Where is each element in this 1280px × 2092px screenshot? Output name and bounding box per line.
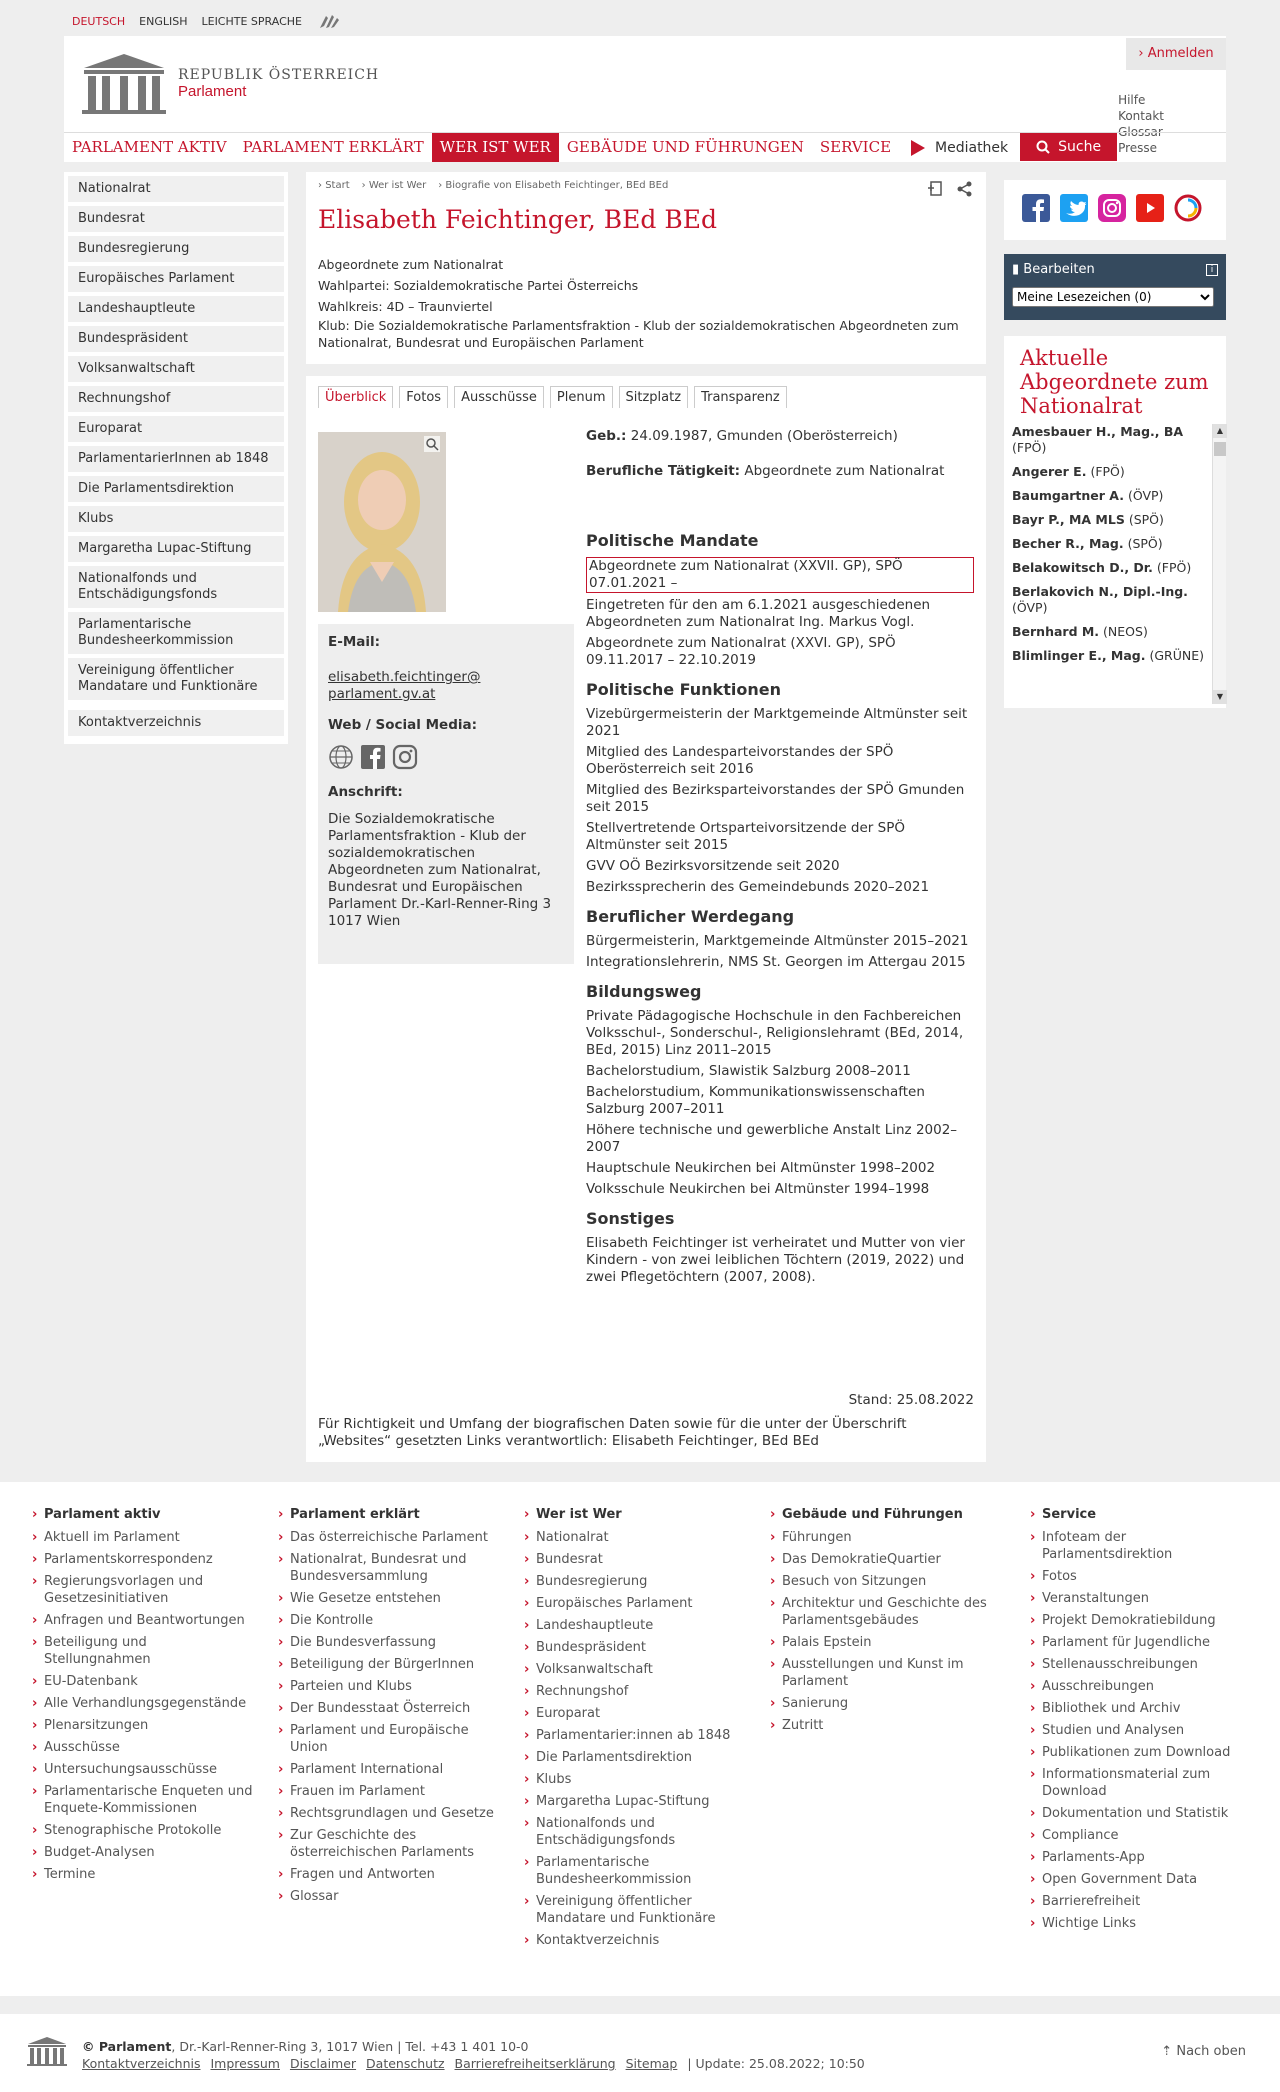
instagram-icon[interactable]: [1098, 194, 1126, 222]
mandate-item: Abgeordnete zum Nationalrat (XXVII. GP), SPÖ 07.01.2021 –: [586, 557, 974, 593]
footer-link[interactable]: › Landeshauptleute: [536, 1617, 746, 1634]
footer-link[interactable]: › Europarat: [536, 1705, 746, 1722]
role-text: Abgeordnete zum Nationalrat: [318, 257, 504, 272]
footer-col-service: [1042, 1506, 1252, 1937]
scroll-up-icon[interactable]: ▲: [1213, 424, 1227, 438]
footer-link[interactable]: › Parlamentskorrespondenz: [44, 1551, 254, 1568]
footer-heading[interactable]: › Parlament aktiv: [44, 1506, 254, 1523]
footer-link[interactable]: › Sanierung: [782, 1695, 992, 1712]
member-party: (GRÜNE): [1149, 648, 1205, 663]
breadcrumb-start[interactable]: › Start: [318, 180, 350, 191]
member-party: (FPÖ): [1090, 464, 1125, 479]
member-item[interactable]: [1012, 488, 1208, 504]
bildung-item: Private Pädagogische Hochschule in den Fachbereichen Volksschul-, Sonderschul-, Religionslehramt (BEd, 2014, BEd, 2015) Linz 2011–2015: [586, 1008, 964, 1058]
back-to-top-button[interactable]: [1161, 2044, 1246, 2059]
help-link[interactable]: Hilfe: [1118, 93, 1146, 107]
footer-link[interactable]: › Wichtige Links: [1042, 1915, 1252, 1932]
footer-link[interactable]: › Europäisches Parlament: [536, 1595, 746, 1612]
play-icon: [911, 140, 925, 156]
website-icon[interactable]: [328, 744, 354, 770]
sidebar-item-rechnungshof[interactable]: Rechnungshof: [68, 386, 284, 412]
footer-link[interactable]: › Frauen im Parlament: [290, 1783, 500, 1800]
member-name: Bernhard M.: [1012, 624, 1100, 639]
footer-link[interactable]: › Nationalrat: [536, 1529, 746, 1546]
funktion-item: Bezirkssprecherin des Gemeindebunds 2020–2021: [586, 879, 930, 895]
footer-link[interactable]: › Architektur und Geschichte des Parlamentsgebäudes: [782, 1595, 992, 1629]
footer-list: [44, 1529, 254, 1883]
contact-link[interactable]: Kontakt: [1118, 109, 1164, 123]
login-button[interactable]: › Anmelden: [1126, 38, 1226, 70]
rss-app-icon[interactable]: [1174, 194, 1202, 222]
footer-link[interactable]: › Parlamentarier:innen ab 1848: [536, 1727, 746, 1744]
footer-link[interactable]: › Publikationen zum Download: [1042, 1744, 1252, 1761]
footer-link[interactable]: › Führungen: [782, 1529, 992, 1546]
footer-link[interactable]: › Zur Geschichte des österreichischen Parlaments: [290, 1827, 500, 1861]
tab-sitzplatz[interactable]: Sitzplatz: [619, 386, 689, 408]
bookmarks-edit-label: Bearbeiten: [1023, 262, 1095, 277]
section-sonstiges-heading: Sonstiges: [586, 1209, 675, 1228]
members-scrollbar[interactable]: [1212, 424, 1226, 704]
footer-link[interactable]: › Ausschreibungen: [1042, 1678, 1252, 1695]
footer-link[interactable]: › Stellenausschreibungen: [1042, 1656, 1252, 1673]
biography-details: [586, 428, 974, 1290]
footer-link[interactable]: › Die Bundesverfassung: [290, 1634, 500, 1651]
twitter-icon[interactable]: [1060, 194, 1088, 222]
mandate-item: Eingetreten für den am 6.1.2021 ausgeschiedenen Abgeordneten zum Nationalrat Ing. Markus Vogl.: [586, 597, 931, 630]
footer-link[interactable]: › Parteien und Klubs: [290, 1678, 500, 1695]
footer-link[interactable]: › Parlament International: [290, 1761, 500, 1778]
footer-link-disclaimer[interactable]: Disclaimer: [289, 2056, 357, 2071]
tab-ueberblick[interactable]: Überblick: [318, 386, 393, 408]
press-link[interactable]: Presse: [1118, 141, 1158, 155]
occupation-value: Abgeordnete zum Nationalrat: [744, 463, 945, 479]
breadcrumb-current: › Biografie von Elisabeth Feichtinger, BEd BEd: [438, 180, 668, 191]
disclaimer-text: Für Richtigkeit und Umfang der biografischen Daten sowie für die unter der Überschrift „Websites“ gesetzten Links verantwortlich: Elisabeth Feichtinger, BEd BEd: [318, 1416, 907, 1449]
login-label: Anmelden: [1147, 46, 1214, 61]
footer-info: [82, 2038, 865, 2072]
footer-col-parlament-erklaert: [290, 1506, 500, 1910]
main-nav: [64, 132, 1226, 162]
footer-link[interactable]: › Anfragen und Beantwortungen: [44, 1612, 254, 1629]
footer-link[interactable]: › Budget-Analysen: [44, 1844, 254, 1861]
birth-value: 24.09.1987, Gmunden (Oberösterreich): [630, 428, 898, 444]
footer-link[interactable]: › Infoteam der Parlamentsdirektion: [1042, 1529, 1252, 1563]
footer-link[interactable]: › Compliance: [1042, 1827, 1252, 1844]
social-links: [328, 744, 564, 770]
footer-link[interactable]: › Bundesregierung: [536, 1573, 746, 1590]
sidebar-item-bundesheerkommission[interactable]: Parlamentarische Bundesheerkommission: [68, 612, 284, 654]
footer-link[interactable]: › Wie Gesetze entstehen: [290, 1590, 500, 1607]
footer-link[interactable]: › EU-Datenbank: [44, 1673, 254, 1690]
sidebar-item-eu-parlament[interactable]: Europäisches Parlament: [68, 266, 284, 292]
nav-parlament-erklaert[interactable]: PARLAMENT ERKLÄRT: [242, 138, 424, 156]
footer-link[interactable]: › Aktuell im Parlament: [44, 1529, 254, 1546]
arrow-up-icon: ⇡: [1161, 2044, 1173, 2059]
footer-link[interactable]: › Stenographische Protokolle: [44, 1822, 254, 1839]
footer-link[interactable]: › Ausstellungen und Kunst im Parlament: [782, 1656, 992, 1690]
member-party: (FPÖ): [1012, 440, 1047, 455]
footer-link[interactable]: › Besuch von Sitzungen: [782, 1573, 992, 1590]
bildung-item: Höhere technische und gewerbliche Anstalt Linz 2002–2007: [586, 1122, 958, 1155]
email-link[interactable]: elisabeth.feichtinger@ parlament.gv.at: [328, 669, 481, 702]
facebook-icon[interactable]: [360, 744, 386, 770]
parliament-logo[interactable]: [80, 52, 379, 114]
footer-col-gebaeude: [782, 1506, 992, 1739]
left-sidebar: [64, 172, 288, 744]
footer-link[interactable]: › Studien und Analysen: [1042, 1722, 1252, 1739]
member-item[interactable]: [1012, 424, 1208, 456]
member-name: Baumgartner A.: [1012, 488, 1124, 503]
logo-title: REPUBLIK ÖSTERREICH: [178, 66, 380, 83]
occupation-label: Berufliche Tätigkeit:: [586, 463, 741, 479]
sidebar-item-bundesrat[interactable]: Bundesrat: [68, 206, 284, 232]
footer-address: , Dr.-Karl-Renner-Ring 3, 1017 Wien | Tel. +43 1 401 10-0: [171, 2039, 529, 2054]
footer-link[interactable]: › Vereinigung öffentlicher Mandatare und Funktionäre: [536, 1893, 746, 1927]
footer-link[interactable]: › Bundesrat: [536, 1551, 746, 1568]
portrait-photo[interactable]: [318, 432, 446, 612]
party-text: Wahlpartei: Sozialdemokratische Partei Österreichs: [318, 278, 639, 293]
footer-list: [536, 1529, 746, 1949]
portrait-image: [318, 432, 446, 612]
member-party: (NEOS): [1103, 624, 1148, 639]
member-name: Bayr P., MA MLS: [1012, 512, 1125, 527]
scroll-thumb[interactable]: [1214, 442, 1226, 456]
social-label: Web / Social Media:: [328, 717, 478, 733]
sign-language-icon[interactable]: [316, 12, 342, 30]
footer-col-parlament-aktiv: [44, 1506, 254, 1888]
footer-link[interactable]: › Parlamentarische Bundesheerkommission: [536, 1854, 746, 1888]
werdegang-item: Bürgermeisterin, Marktgemeinde Altmünster 2015–2021: [586, 933, 969, 949]
section-funktionen-heading: Politische Funktionen: [586, 680, 781, 699]
member-party: (ÖVP): [1127, 488, 1164, 503]
funktion-item: Vizebürgermeisterin der Marktgemeinde Altmünster seit 2021: [586, 706, 968, 739]
footer-link[interactable]: › Volksanwaltschaft: [536, 1661, 746, 1678]
footer-heading[interactable]: › Service: [1042, 1506, 1252, 1523]
footer-link[interactable]: › Termine: [44, 1866, 254, 1883]
sidebar-item-landeshauptleute[interactable]: Landeshauptleute: [68, 296, 284, 322]
funktion-item: Stellvertretende Ortsparteivorsitzende der SPÖ Altmünster seit 2015: [586, 820, 905, 853]
footer-link[interactable]: › Die Parlamentsdirektion: [536, 1749, 746, 1766]
zoom-icon[interactable]: [424, 436, 440, 452]
site-footer: [0, 1482, 1280, 1996]
footer-link[interactable]: › Kontaktverzeichnis: [536, 1932, 746, 1949]
footer-link[interactable]: › Nationalfonds und Entschädigungsfonds: [536, 1815, 746, 1849]
mandate-item: Abgeordnete zum Nationalrat (XXVI. GP), SPÖ 09.11.2017 – 22.10.2019: [586, 635, 896, 668]
footer-link[interactable]: › Palais Epstein: [782, 1634, 992, 1651]
footer-link[interactable]: › Bundespräsident: [536, 1639, 746, 1656]
bottom-bar: [0, 2014, 1280, 2092]
footer-list: [782, 1529, 992, 1734]
werdegang-item: Integrationslehrerin, NMS St. Georgen im Attergau 2015: [586, 954, 966, 970]
bookmarks-panel: [1004, 254, 1226, 320]
section-werdegang-heading: Beruflicher Werdegang: [586, 907, 795, 926]
glossary-link[interactable]: Glossar: [1118, 125, 1163, 139]
youtube-icon[interactable]: [1136, 194, 1164, 222]
footer-link[interactable]: › Plenarsitzungen: [44, 1717, 254, 1734]
bildung-item: Bachelorstudium, Kommunikationswissenschaften Salzburg 2007–2011: [586, 1084, 925, 1117]
lang-deutsch[interactable]: DEUTSCH: [72, 14, 126, 28]
bildung-item: Volksschule Neukirchen bei Altmünster 1994–1998: [586, 1181, 930, 1197]
footer-link[interactable]: › Parlament und Europäische Union: [290, 1722, 500, 1756]
footer-link[interactable]: › Das DemokratieQuartier: [782, 1551, 992, 1568]
footer-link[interactable]: › Die Kontrolle: [290, 1612, 500, 1629]
member-item[interactable]: [1012, 512, 1208, 528]
sidebar-item-bundesregierung[interactable]: Bundesregierung: [68, 236, 284, 262]
tab-ausschuesse[interactable]: Ausschüsse: [454, 386, 544, 408]
footer-link-barrierefreiheit[interactable]: Barrierefreiheitserklärung: [454, 2056, 616, 2071]
last-updated: Stand: 25.08.2022: [848, 1392, 974, 1408]
footer-link[interactable]: › Glossar: [290, 1888, 500, 1905]
footer-heading[interactable]: › Wer ist Wer: [536, 1506, 746, 1523]
member-name: Becher R., Mag.: [1012, 536, 1124, 551]
section-mandate-heading: Politische Mandate: [586, 531, 759, 550]
share-icon[interactable]: [956, 180, 974, 198]
footer-link[interactable]: › Margaretha Lupac-Stiftung: [536, 1793, 746, 1810]
member-item[interactable]: [1012, 624, 1208, 640]
footer-link[interactable]: › Parlaments-App: [1042, 1849, 1252, 1866]
footer-list: [1042, 1529, 1252, 1932]
current-members-panel: [1004, 336, 1226, 708]
member-name: Amesbauer H., Mag., BA: [1012, 424, 1184, 439]
mediathek-label: Mediathek: [935, 139, 1009, 156]
club-text: Klub: Die Sozialdemokratische Parlamentsfraktion - Klub der sozialdemokratischen Abgeordneten zum Nationalrat, Bundesrat und Europäischen Parlament: [318, 318, 959, 350]
update-info: | Update: 25.08.2022; 10:50: [687, 2056, 865, 2071]
funktion-item: GVV OÖ Bezirksvorsitzende seit 2020: [586, 858, 840, 874]
bildung-item: Hauptschule Neukirchen bei Altmünster 1998–2002: [586, 1160, 936, 1176]
footer-link[interactable]: › Fotos: [1042, 1568, 1252, 1585]
instagram-icon[interactable]: [392, 744, 418, 770]
footer-link[interactable]: › Projekt Demokratiebildung: [1042, 1612, 1252, 1629]
tab-fotos[interactable]: Fotos: [399, 386, 448, 408]
bookmarks-edit[interactable]: [1012, 262, 1095, 277]
address-label: Anschrift:: [328, 784, 403, 800]
member-item[interactable]: [1012, 584, 1208, 616]
footer-link[interactable]: › Nationalrat, Bundesrat und Bundesversammlung: [290, 1551, 500, 1585]
member-item[interactable]: [1012, 464, 1208, 480]
footer-link[interactable]: › Parlamentarische Enqueten und Enquete-Kommissionen: [44, 1783, 254, 1817]
footer-link[interactable]: › Untersuchungsausschüsse: [44, 1761, 254, 1778]
sidebar-item-parlamentsdirektion[interactable]: Die Parlamentsdirektion: [68, 476, 284, 502]
scroll-down-icon[interactable]: ▼: [1213, 690, 1227, 704]
footer-list: [290, 1529, 500, 1905]
footer-link[interactable]: › Fragen und Antworten: [290, 1866, 500, 1883]
footer-link[interactable]: › Parlament für Jugendliche: [1042, 1634, 1252, 1651]
parliament-building-icon: [26, 2036, 68, 2066]
member-party: (ÖVP): [1012, 600, 1048, 615]
lang-leichte-sprache[interactable]: LEICHTE SPRACHE: [201, 14, 302, 28]
sidebar-item-klubs[interactable]: Klubs: [68, 506, 284, 532]
member-name: Blimlinger E., Mag.: [1012, 648, 1146, 663]
section-bildung-heading: Bildungsweg: [586, 982, 702, 1001]
constituency-text: Wahlkreis: 4D – Traunviertel: [318, 299, 493, 314]
bookmark-icon: ▮: [1012, 262, 1020, 277]
contact-box: [318, 624, 574, 964]
footer-link[interactable]: › Beteiligung und Stellungnahmen: [44, 1634, 254, 1668]
page-tools: [926, 180, 974, 198]
member-party: (SPÖ): [1127, 536, 1163, 551]
mediathek-link[interactable]: [899, 133, 1020, 162]
search-label: Suche: [1058, 139, 1102, 155]
funktion-item: Mitglied des Landesparteivorstandes der SPÖ Oberösterreich seit 2016: [586, 744, 894, 777]
nav-gebaeude[interactable]: GEBÄUDE UND FÜHRUNGEN: [566, 138, 804, 156]
logo-subtitle: Parlament: [178, 82, 247, 100]
tab-plenum[interactable]: Plenum: [550, 386, 613, 408]
profile-summary: [318, 254, 974, 351]
nav-service[interactable]: SERVICE: [819, 138, 892, 156]
lang-english[interactable]: ENGLISH: [139, 14, 188, 28]
current-members-title: Aktuelle Abgeordnete zum Nationalrat: [1020, 346, 1209, 418]
footer-link-datenschutz[interactable]: Datenschutz: [366, 2056, 445, 2071]
sidebar-item-nationalfonds[interactable]: Nationalfonds und Entschädigungsfonds: [68, 566, 284, 608]
footer-link[interactable]: › Das österreichische Parlament: [290, 1529, 500, 1546]
sonstiges-text: Elisabeth Feichtinger ist verheiratet und Mutter von vier Kindern - von zwei leiblichen Töchtern (2019, 2022) und zwei Pflegetöchtern (2007, 2008).: [586, 1235, 965, 1285]
address-text: Die Sozialdemokratische Parlamentsfraktion - Klub der sozialdemokratischen Abgeordneten zum Nationalrat, Bundesrat und Europäischen Parlament Dr.-Karl-Renner-Ring 3 1017 Wien: [328, 811, 552, 929]
member-item[interactable]: [1012, 648, 1208, 664]
footer-col-wer-ist-wer: [536, 1506, 746, 1954]
email-label: E-Mail:: [328, 634, 381, 650]
footer-link[interactable]: › Barrierefreiheit: [1042, 1893, 1252, 1910]
sidebar-item-bundespraesident[interactable]: Bundespräsident: [68, 326, 284, 352]
member-item[interactable]: [1012, 536, 1208, 552]
parliament-building-icon: [80, 52, 168, 114]
tab-transparenz[interactable]: Transparenz: [694, 386, 787, 408]
language-bar: [72, 12, 342, 30]
sidebar-item-parlamentarier[interactable]: ParlamentarierInnen ab 1848: [68, 446, 284, 472]
sidebar-item-nationalrat[interactable]: Nationalrat: [68, 176, 284, 202]
search-button[interactable]: [1020, 133, 1117, 161]
nav-parlament-aktiv[interactable]: PARLAMENT AKTIV: [72, 138, 227, 156]
social-share-bar: [1004, 180, 1226, 240]
info-icon[interactable]: i: [1206, 264, 1218, 276]
copyright: © Parlament: [82, 2039, 172, 2054]
footer-link[interactable]: › Alle Verhandlungsgegenstände: [44, 1695, 254, 1712]
profile-content: [306, 376, 986, 1462]
funktion-item: Mitglied des Bezirksparteivorstandes der SPÖ Gmunden seit 2015: [586, 782, 965, 815]
footer-link[interactable]: › Klubs: [536, 1771, 746, 1788]
footer-link-kontaktverzeichnis[interactable]: Kontaktverzeichnis: [82, 2056, 201, 2071]
footer-link[interactable]: › Beteiligung der BürgerInnen: [290, 1656, 500, 1673]
member-party: (SPÖ): [1128, 512, 1164, 527]
footer-link[interactable]: › Dokumentation und Statistik: [1042, 1805, 1252, 1822]
sidebar-item-volksanwaltschaft[interactable]: Volksanwaltschaft: [68, 356, 284, 382]
footer-link[interactable]: › Zutritt: [782, 1717, 992, 1734]
footer-link[interactable]: › Informationsmaterial zum Download: [1042, 1766, 1252, 1800]
footer-link[interactable]: › Veranstaltungen: [1042, 1590, 1252, 1607]
search-icon: [1036, 140, 1050, 154]
bildung-item: Bachelorstudium, Slawistik Salzburg 2008–2011: [586, 1063, 911, 1079]
footer-link[interactable]: › Ausschüsse: [44, 1739, 254, 1756]
member-name: Berlakovich N., Dipl.-Ing.: [1012, 584, 1188, 599]
member-item[interactable]: [1012, 560, 1208, 576]
sidebar-item-europarat[interactable]: Europarat: [68, 416, 284, 442]
footer-heading[interactable]: › Parlament erklärt: [290, 1506, 500, 1523]
footer-link[interactable]: › Rechnungshof: [536, 1683, 746, 1700]
nav-wer-ist-wer[interactable]: WER IST WER: [432, 133, 559, 162]
footer-link[interactable]: › Der Bundesstaat Österreich: [290, 1700, 500, 1717]
site-header: [64, 36, 1226, 162]
footer-link[interactable]: › Regierungsvorlagen und Gesetzesinitiativen: [44, 1573, 254, 1607]
footer-link-impressum[interactable]: Impressum: [210, 2056, 280, 2071]
footer-link-sitemap[interactable]: Sitemap: [625, 2056, 678, 2071]
breadcrumb: [318, 180, 974, 191]
profile-header: [306, 172, 986, 364]
footer-link[interactable]: › Open Government Data: [1042, 1871, 1252, 1888]
page-title: Elisabeth Feichtinger, BEd BEd: [318, 205, 717, 234]
member-name: Angerer E.: [1012, 464, 1087, 479]
back-to-top-label: Nach oben: [1176, 2044, 1246, 2059]
footer-link[interactable]: › Bibliothek und Archiv: [1042, 1700, 1252, 1717]
footer-link[interactable]: › Rechtsgrundlagen und Gesetze: [290, 1805, 500, 1822]
members-list: [1012, 424, 1208, 700]
birth-label: Geb.:: [586, 428, 627, 444]
breadcrumb-wer-ist-wer[interactable]: › Wer ist Wer: [362, 180, 427, 191]
profile-tabs: [318, 386, 974, 408]
sidebar-item-vereinigung[interactable]: Vereinigung öffentlicher Mandatare und Funktionäre: [68, 658, 284, 700]
member-party: (FPÖ): [1156, 560, 1192, 575]
sidebar-item-lupac[interactable]: Margaretha Lupac-Stiftung: [68, 536, 284, 562]
sidebar-item-kontaktverzeichnis[interactable]: Kontaktverzeichnis: [68, 710, 284, 736]
footer-heading[interactable]: › Gebäude und Führungen: [782, 1506, 992, 1523]
member-name: Belakowitsch D., Dr.: [1012, 560, 1153, 575]
bookmarks-select[interactable]: [1012, 287, 1214, 307]
bookmark-add-icon[interactable]: [926, 180, 944, 198]
facebook-icon[interactable]: [1022, 194, 1050, 222]
